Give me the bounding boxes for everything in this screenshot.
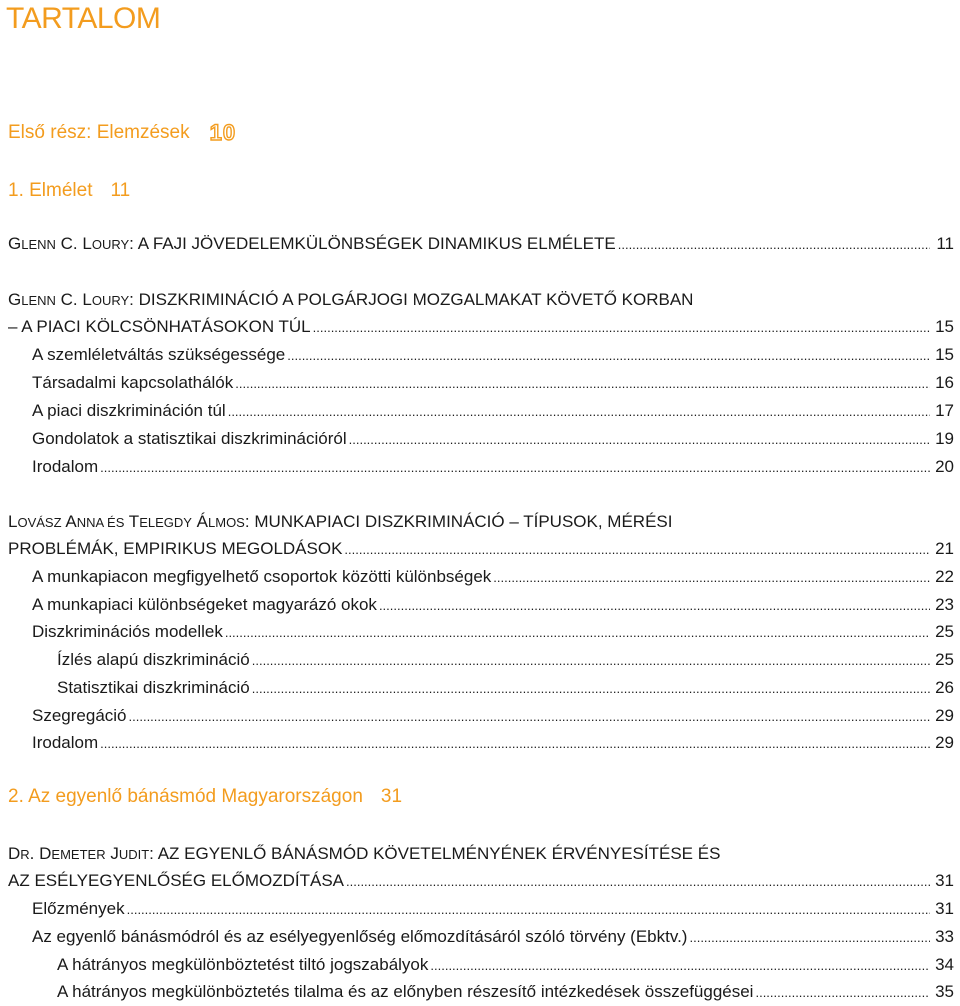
dot-leader	[252, 649, 930, 673]
part-label: Első rész: Elemzések	[8, 122, 190, 143]
essay-heading-line1[interactable]: DR. DEMETER JUDIT: AZ EGYENLŐ BÁNÁSMÓD KÖVETELMÉNYÉNEK ÉRVÉNYESÍTÉSE ÉS	[8, 844, 721, 863]
toc-entry[interactable]	[32, 925, 954, 949]
section-title: Az egyenlő bánásmódról és az esélyegyenlőség előmozdításáról szóló törvény (Ebktv.)	[32, 927, 688, 946]
dot-leader	[493, 566, 930, 590]
dot-leader	[225, 621, 930, 645]
section-title: A munkapiaci különbségeket magyarázó okok	[32, 595, 377, 614]
page-number: 29	[935, 733, 954, 752]
toc-entry[interactable]	[32, 731, 954, 755]
essay-heading-line1[interactable]: LOVÁSZ ANNA ÉS TELEGDY ÁLMOS: MUNKAPIACI DISZKRIMINÁCIÓ – TÍPUSOK, MÉRÉSI	[8, 512, 673, 531]
section-title: Irodalom	[32, 457, 99, 476]
page-number: 34	[935, 955, 954, 974]
toc-entry[interactable]	[57, 648, 954, 672]
page-number: 25	[935, 622, 954, 641]
part-page-number: 10	[209, 120, 237, 145]
page-number: 15	[935, 317, 954, 336]
section-title: A hátrányos megkülönböztetést tiltó jogszabályok	[57, 955, 429, 974]
page-number: 26	[935, 678, 954, 697]
chapter-label: 2. Az egyenlő bánásmód Magyarországon	[8, 786, 363, 807]
essay-heading-line2: PROBLÉMÁK, EMPIRIKUS MEGOLDÁSOK	[8, 539, 343, 558]
section-title: Szegregáció	[32, 706, 127, 725]
dot-leader	[349, 428, 930, 452]
dot-leader	[313, 316, 930, 340]
toc-entry[interactable]	[32, 565, 954, 589]
page-number: 35	[935, 982, 954, 1001]
page-number: 11	[936, 234, 954, 253]
section-title: Irodalom	[32, 733, 99, 752]
page-number: 16	[935, 373, 954, 392]
page-number: 31	[935, 899, 954, 918]
chapter-page: 31	[380, 786, 403, 807]
page-number: 21	[935, 539, 954, 558]
toc-entry[interactable]	[57, 676, 954, 700]
section-title: A munkapiacon megfigyelhető csoportok közötti különbségek	[32, 567, 492, 586]
page-title: TARTALOM	[6, 2, 161, 35]
part-heading[interactable]	[8, 120, 236, 146]
dot-leader	[100, 732, 930, 756]
toc-entry[interactable]	[32, 427, 954, 451]
page-number: 25	[935, 650, 954, 669]
section-title: Társadalmi kapcsolathálók	[32, 373, 234, 392]
essay-heading: GLENN C. LOURY: A FAJI JÖVEDELEMKÜLÖNBSÉGEK DINAMIKUS ELMÉLETE	[8, 234, 616, 253]
toc-entry[interactable]	[32, 399, 954, 423]
section-title: Statisztikai diszkrimináció	[57, 678, 250, 697]
page-number: 19	[935, 429, 954, 448]
toc-entry[interactable]	[32, 620, 954, 644]
dot-leader	[129, 705, 930, 729]
toc-entry[interactable]	[32, 343, 954, 367]
chapter-page: 11	[110, 180, 131, 201]
chapter-label: 1. Elmélet	[8, 180, 93, 201]
section-title: A piaci diszkrimináción túl	[32, 401, 226, 420]
dot-leader	[235, 372, 930, 396]
toc-entry[interactable]	[32, 455, 954, 479]
toc-entry[interactable]	[57, 953, 954, 977]
dot-leader	[100, 456, 930, 480]
dot-leader	[755, 981, 930, 1005]
dot-leader	[689, 926, 930, 950]
toc-entry[interactable]	[57, 980, 954, 1004]
essay-heading-line1[interactable]: GLENN C. LOURY: DISZKRIMINÁCIÓ A POLGÁRJOGI MOZGALMAKAT KÖVETŐ KORBAN	[8, 290, 694, 309]
dot-leader	[287, 344, 930, 368]
toc-entry[interactable]	[32, 593, 954, 617]
page-number: 29	[935, 706, 954, 725]
dot-leader	[379, 594, 930, 618]
toc-entry-essay1[interactable]	[8, 232, 954, 256]
page-number: 33	[935, 927, 954, 946]
section-title: A szemléletváltás szükségessége	[32, 345, 286, 364]
page-number: 23	[935, 595, 954, 614]
dot-leader	[618, 233, 930, 257]
toc-entry[interactable]	[32, 704, 954, 728]
page-number: 22	[935, 567, 954, 586]
toc-entry[interactable]	[32, 897, 954, 921]
dot-leader	[346, 870, 930, 894]
dot-leader	[430, 954, 930, 978]
essay-heading-line2: – A PIACI KÖLCSÖNHATÁSOKON TÚL	[8, 317, 311, 336]
dot-leader	[252, 677, 930, 701]
section-title: Ízlés alapú diszkrimináció	[57, 650, 250, 669]
page-number: 31	[935, 871, 954, 890]
page-number: 15	[935, 345, 954, 364]
dot-leader	[344, 538, 930, 562]
section-title: Diszkriminációs modellek	[32, 622, 223, 641]
toc-entry-essay3[interactable]	[8, 537, 954, 561]
section-title: Gondolatok a statisztikai diszkriminációról	[32, 429, 347, 448]
section-title: A hátrányos megkülönböztetés tilalma és az előnyben részesítő intézkedések összefüggései	[57, 982, 754, 1001]
chapter-heading-1[interactable]	[8, 180, 130, 202]
chapter-heading-2[interactable]	[8, 786, 402, 808]
toc-entry[interactable]	[32, 371, 954, 395]
section-title: Előzmények	[32, 899, 125, 918]
page-number: 17	[935, 401, 954, 420]
toc-entry-essay2[interactable]	[8, 315, 954, 339]
essay-heading-line2: AZ ESÉLYEGYENLŐSÉG ELŐMOZDÍTÁSA	[8, 871, 344, 890]
page-number: 20	[935, 457, 954, 476]
dot-leader	[228, 400, 930, 424]
toc-entry-essay4[interactable]	[8, 869, 954, 893]
dot-leader	[127, 898, 930, 922]
